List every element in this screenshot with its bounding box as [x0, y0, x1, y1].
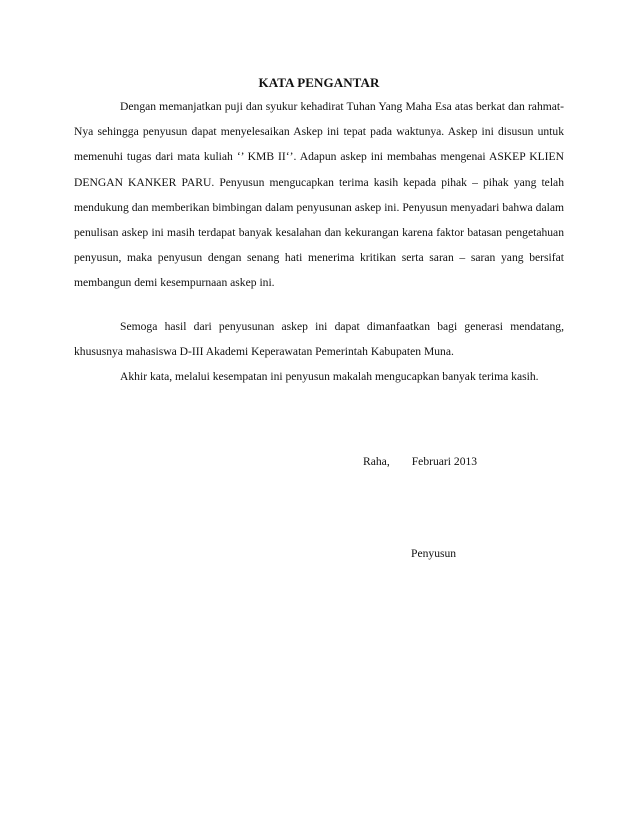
page-title: KATA PENGANTAR: [258, 75, 380, 90]
paragraph-closing: [74, 364, 564, 389]
paragraph-text: Semoga hasil dari penyusunan askep ini dapat dimanfaatkan bagi generasi mendatang, khususnya mahasiswa D-III Akademi Keperawatan Pemerintah Kabupaten Muna.: [74, 320, 564, 359]
paragraph-hope: [74, 314, 564, 364]
paragraph-text: Akhir kata, melalui kesempatan ini penyusun makalah mengucapkan banyak terima kasih.: [120, 370, 539, 383]
date-text: Februari 2013: [411, 455, 478, 468]
place-text: Raha,: [363, 455, 390, 468]
paragraph-intro: [74, 94, 564, 296]
signer-name: Penyusun: [411, 547, 457, 560]
place-date-line: [363, 455, 477, 468]
paragraph-text: Dengan memanjatkan puji dan syukur kehadirat Tuhan Yang Maha Esa atas berkat dan rahmat-Nya sehingga penyusun dapat menyelesaikan Askep ini tepat pada waktunya. Askep ini disusun untuk memenuhi tugas dari mata kuliah ‘’ KMB II‘’. Adapun askep ini membahas mengenai ASKEP KLIEN DENGAN KANKER PARU. Penyusun mengucapkan terima kasih kepada pihak – pihak yang telah mendukung dan memberikan bimbingan dalam penyusunan askep ini. Penyusun menyadari bahwa dalam penulisan askep ini masih terdapat banyak kesalahan dan kekurangan karena faktor batasan pengetahuan penyusun, maka penyusun dengan senang hati menerima kritikan serta saran – saran yang bersifat membangun demi kesempurnaan askep ini.: [74, 100, 564, 290]
